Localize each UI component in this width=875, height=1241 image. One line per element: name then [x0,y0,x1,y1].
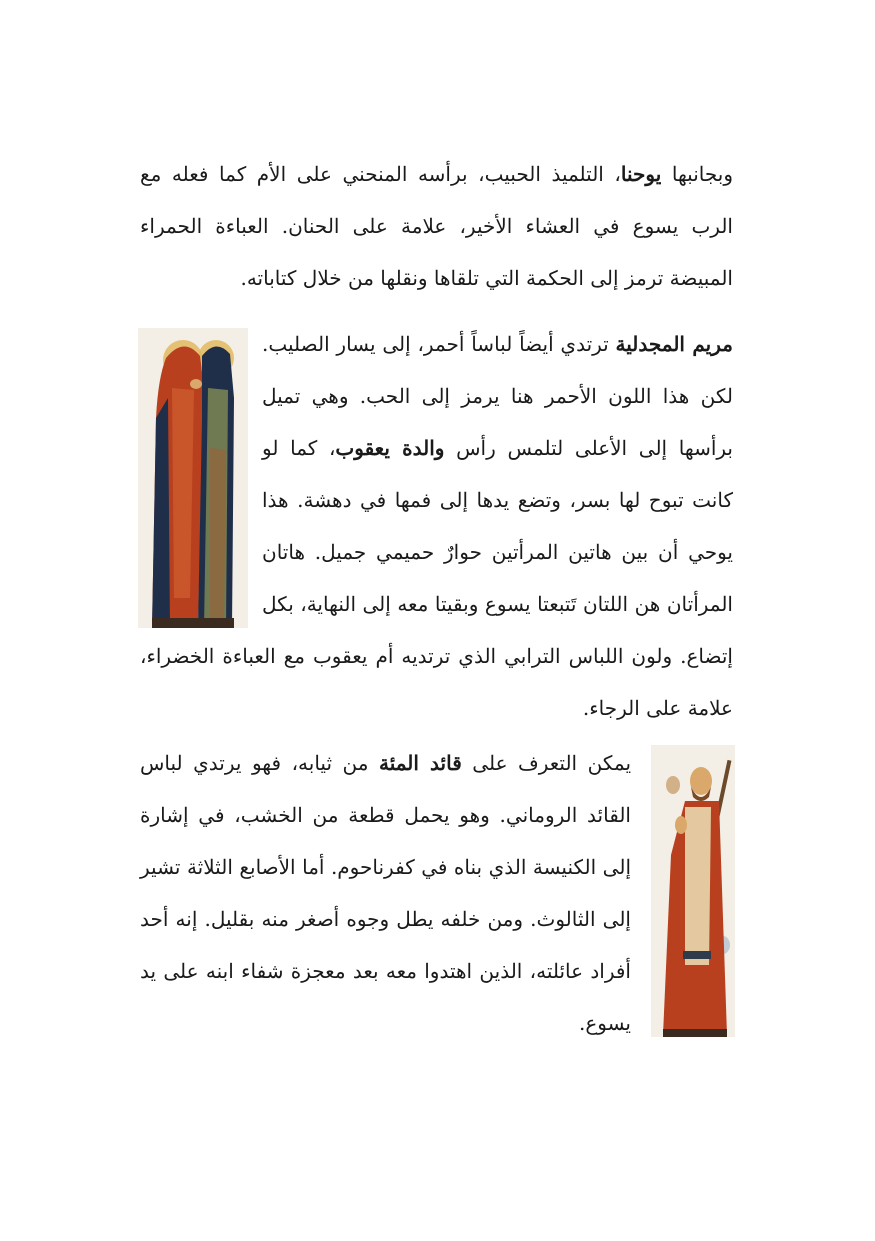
text-run: ، كما لو كانت تبوح لها بسر، وتضع يدها إلى فمها في دهشة. هذا يوحي أن بين هاتين المرأتين حوارٌ حميمي جميل. هاتان المرأتان هن اللتان تَتبعتا يسوع وبقيتا معه إلى النهاية، بكل إتضاع. ولون اللباس الترابي الذي ترتديه أم يعقوب مع العباءة الخضراء، علامة على الرجاء. [140,436,733,720]
bold-title-centurion: قائد المئة [378,751,462,775]
tunic-border [683,951,711,959]
feet-ground [152,618,234,628]
text-run: ، التلميذ الحبيب، برأسه المنحني على الأم كما فعله مع الرب يسوع في العشاء الأخير، علامة على الحنان. العباءة الحمراء المبيضة ترمز إلى الحكمة التي تلقاها ونقلها من خلال كتاباته. [140,162,733,290]
two-women-icon-image [138,328,248,628]
text-run: ترتدي أيضاً لباساً أحمر، إلى يسار الصليب. لكن هذا اللون الأحمر هنا يرمز إلى الحب. وهي تميل برأسها إلى الأعلى لتلمس رأس [262,332,733,460]
small-face [666,776,680,794]
two-women-painting [138,328,248,628]
paragraph-mary-magdalene [140,318,733,734]
paragraph-centurion [140,737,733,1049]
centurion-face [690,767,712,795]
ground [663,1029,727,1037]
bold-name-john: يوحنا [620,162,662,186]
centurion-painting [651,745,735,1037]
tunic-light [685,807,711,965]
text-run: وبجانبها [661,162,733,186]
leg-left [687,967,695,1027]
raised-hand [675,816,687,834]
text-run: يمكن التعرف على [461,751,632,775]
leg-right [699,967,707,1027]
text-run: من ثيابه، فهو يرتدي لباس القائد الروماني. وهو يحمل قطعة من الخشب، في إشارة إلى الكنيسة الذي بناه في كفرناحوم. أما الأصابع الثلاثة تشير إلى الثالوث. ومن خلفه يطل وجوه أصغر منه بقليل. إنه أحد أفراد عائلته، الذين اهتدوا معه بعد معجزة شفاء ابنه على يد يسوع. [140,751,632,1035]
hand-to-mouth [190,379,202,389]
bold-name-mother-of-james: والدة يعقوب [335,436,445,460]
paragraph-john [140,148,733,304]
bold-name-mary-magdalene: مريم المجدلية [615,332,733,356]
centurion-icon-image [651,745,735,1037]
tunic-right-earth [210,448,226,628]
